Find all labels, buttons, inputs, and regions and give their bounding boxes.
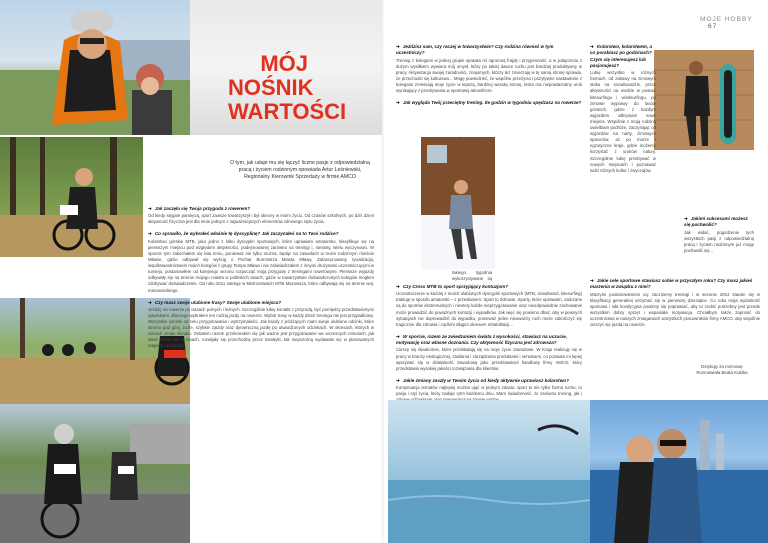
couple-harbour-illustration bbox=[590, 400, 768, 543]
arrow-right-icon: ➜ bbox=[396, 377, 400, 383]
question-8: ➜ Jakie zmiany zaszły w Twoim życiu od kiedy aktywnie uprawiasz kolarstwo? bbox=[396, 377, 569, 383]
kite-water-illustration bbox=[388, 400, 590, 543]
forest-ride-photo bbox=[0, 137, 143, 257]
page-number: 67 bbox=[708, 23, 718, 30]
right-text-column-2-narrow bbox=[684, 210, 754, 254]
right-text-column-3 bbox=[590, 272, 760, 328]
answer-5: takiego tygodnia wykorzystywane są bbox=[452, 270, 492, 281]
arrow-right-icon: ➜ bbox=[396, 333, 400, 339]
right-text-column-1-lower bbox=[396, 278, 582, 403]
arrow-right-icon: ➜ bbox=[590, 278, 594, 283]
arrow-right-icon: ➜ bbox=[148, 206, 152, 211]
race-start-photo bbox=[0, 404, 190, 543]
right-page bbox=[384, 0, 768, 543]
kitesurf-photo bbox=[654, 50, 754, 150]
running-head-section: MOJE HOBBY bbox=[700, 16, 753, 23]
article-title bbox=[228, 52, 378, 124]
answer-1: Od kiedy sięgam pamięcią, sport zawsze towarzyszył i był obecny w moim życiu. Od czasów szkolnych, po dziś dzień aktywność fizyczna jest dla mnie jednym z najważniejszych elementów zdrowego stylu życia. bbox=[148, 213, 374, 225]
answer-3: Jeżdżę na rowerze po trasach polnych i leśnych. Szczególnie lubię kontakt z przyrodą, być pomiędzy przedstawionymi zjawiskami, dlaczego wybrałem ten rodzaj jazdy na rowerze. Wybór trasy w każdy dzień treningu nie jest przypadkowy. Wszystkie odcinki od celu przygotowania i wytrzymałości. Jak każdy z jeżdżących mam swoje ulubione odcinki, które stromo pod góry, żużle, szybkie zjazdy oraz dynamiczną jazdę po utwardzonych odcinkach. W okresach, których w ramach zmian klimatu. Ostatnim razem przekonałem się jak ważne jest przygotowanie we wczesnych minutach, jak wiele zmian się w lasach, rozwijały się przechodzą przez kanałyki, tak niepozorną wydawało się w planowanych etapach przejazdu... bbox=[148, 306, 374, 349]
arrow-right-icon: ➜ bbox=[590, 44, 594, 49]
answer-11: Marzymi postanowieniem są: zaczniemy treningi i w sezonie 2014 staram się w klasyfikacji generalnej utrzymać się w pierwszej dziesiątce. Co roku moja wydolność sportowa i siła kondycyjna powinny się poprawiać, aby to zrobić potrzebny jest przede wszystkim dobry sprzęt i wspaniała motywacja. Chciałbym także zaprosić do uczestnictwa w naszych zmaganiach wszystkich pracowników firmy AMCO, aby wspólnie cieszyć się jazdą na rowerze. bbox=[590, 291, 760, 328]
title-line-1: MÓJ bbox=[260, 51, 308, 76]
arrow-right-icon: ➜ bbox=[396, 284, 400, 289]
question-6: ➜ Czy Cross MTB to sport sprzyjający kontuzjom? bbox=[396, 284, 509, 289]
arrow-right-icon: ➜ bbox=[148, 299, 152, 305]
kitesurfer-illustration bbox=[654, 50, 754, 150]
answer-9: Lubię wszystko w różnych formach, od zabawy na zimowym stoku na snowboardzie, przez aktywności na wodzie w postaci kitesurfingu i windsurfingu, po zimowe wyprawy do lasów górskich, gdzie z każdym wyjazdem odkrywam nowe miejsca. Wspólnie z moją rodziną uwielbiam podróże, zaczynając od wyjazdów na narty, zimowych spacerów, aż po morze i egzotyczne kraje, gdzie możemy korzystać z uroków natury. Szczególnie lubię przebywać w nowych miejscach i poznawać ludzi różnych kultur i zwyczajów. bbox=[590, 70, 656, 173]
cyclist-portrait-illustration bbox=[0, 0, 190, 135]
question-10: ➜ Jakimi sukcesami możesz się pochwalić? bbox=[684, 216, 748, 228]
snow-skier-illustration bbox=[421, 137, 495, 269]
interview-credit: Dziękuję za rozmowę Rozmawiała Beata Kubika bbox=[696, 364, 748, 375]
question-11: ➜ Jakie cele sportowe stawiasz sobie w przyszłym roku? Czy masz jakieś marzenia w związku z nimi? bbox=[590, 278, 753, 290]
question-3: ➜ Czy masz swoje ulubione trasy? Swoje ulubione miejsca? bbox=[148, 299, 282, 305]
right-text-column-1 bbox=[396, 38, 582, 107]
question-9: ➜ Kolarstwo, kolarstwem, a co porabiasz po godzinach? Czym się interesujesz lub pasjonujesz? bbox=[590, 44, 653, 68]
answer-10: Jak widać, pogodzenie tych wszystkich pasji z odpowiedzialną pracą i życiem rodzinnym już mogę pochwalić się... bbox=[684, 229, 754, 253]
question-1: ➜ Jak zaczęła się Twoja przygoda z rowerem? bbox=[148, 206, 251, 211]
arrow-right-icon: ➜ bbox=[684, 216, 688, 221]
answer-2: Kolarstwo górskie MTB, jako jedno z kilku dyscyplin sportowych, które uprawiam amatorsko, klasyfikuje się na pierwszym miejscu pod względem aktywności, podejmowanej zarówno na treningi i, niestety, wielu wyczynowo. W sporcie tym zakochałem się lata temu, ponieważ nie tylko można, będąc na zawodach w moim rodzinnym mieście Mławie, gdzie odbywał się wyścig o Puchar Burmistrza Miasta Mławy. Zafascynowany rywalizacją, współzawodnictwem moich kolegów z grupy Tempo Mława i nie zaświadczałem z innymi drużynami uczestniczącymi w turnieju, postanowiłem od kolejnego sezonu rozpocząć moją przygodę z treningami rowerowymi. Pierwsze wyjazdy odbywały się na terenie mojego miasta w pobliskich lasach, gdzie w towarzystwie doświadczonych kolegów mogłem zdobywać doświadczenie. Od roku 2011 startuję w Mistrzostwach MTB Mazowsza, które odbywają się na terenie woj. mazowieckiego. bbox=[148, 238, 374, 293]
answer-6: Uczestniczenie w każdej z moich ulubionych dyscyplin sportowych (MTB, snowboard, kitesurfing) traktuję w sposób amatorski – z przesłaniem: Sport to Zdrowie. Sporty, które uprawiam, zaliczane są do sportów ekstremalnych i niestety każde nieprzygotowanie oraz nieodpowiednie zachowanie może prowadzić do poważnych kontuzji i wypadków. Jak więc się powinno dbać, aby w pewnych sytuacjach nie doprowadzić do wypadku, ponieważ jeden nieuważny ruch może zakończyć się tragicznie dla zdrowia i ciężkim długim okresem rehabilitacji... bbox=[396, 291, 582, 327]
question-2: ➜ Co sprawiło, że wybrałeś właśnie tę dyscyplinę? Jak zaczynałeś na to Twoi rodzice? bbox=[148, 231, 339, 237]
arrow-right-icon: ➜ bbox=[148, 231, 152, 237]
answer-8: Kontynuacja tematów najlepiej można ująć w jednym zdaniu: sport to nie tylko forma ruchu, to pasja i styl życia, który nadaje rytm każdemu dniu. Mam świadomość, że zarówno trening, jak i bbox=[396, 385, 582, 397]
race-start-illustration bbox=[0, 404, 190, 543]
snow-lodge-photo bbox=[421, 137, 495, 269]
answer-4: Trening z kolegami w jednej grupie sprawia mi ogromną frajdę i przyjemność, a w połączeniu z dużym wysiłkiem wywiera mój umysł, który po takiej dawce ruchu jest bardziej produktywny w pracy. Aktywizacja swojej zaradności, znajomych, którzy też zmierzają w tę samą stronę sprawia, że przechodzi się kulturowo... Mogę powiedzieć, że wspólne przeżycia i pozytywne nastawienie z kolegami zmieniają moje życie w lepszą, bardziej wesołą stronę, która ma niepowtarzalny urok wynikający z przebywania w sportowej atmosferze. bbox=[396, 57, 582, 94]
title-line-2: NOŚNIK bbox=[228, 75, 314, 100]
left-text-column bbox=[148, 200, 374, 350]
question-5: ➜ Jak wygląda Twój przeciętny trening. Ile godzin w tygodniu spędzasz na rowerze? bbox=[396, 100, 582, 106]
hero-photo-cyclist bbox=[0, 0, 190, 135]
question-4: ➜ Jeździsz sam, czy raczej w towarzystwie? Czy rodzina również w tym uczestniczy? bbox=[396, 44, 554, 56]
arrow-right-icon: ➜ bbox=[396, 44, 400, 49]
title-line-3: WARTOŚCI bbox=[228, 99, 347, 124]
kitesurf-water-photo bbox=[388, 400, 590, 543]
question-7: ➜ W sporcie, razem ze zwiedzaniem świata z wysokości, stawiasz na uczucie, motywację oraz własne doznania. Czy aktywność fizyczna jest zdrowsza? bbox=[396, 333, 568, 346]
article-intro: O tym, jak udaje mu się łączyć liczne pasje z odpowiedzialną pracą i życiem rodzinnym opowiada Artur Leśniewski, Regionalny Kierownik Sprzedaży w firmie AMCO bbox=[230, 160, 370, 180]
right-text-column-2 bbox=[590, 38, 656, 174]
couple-photo bbox=[590, 400, 768, 543]
forest-cyclist-illustration bbox=[0, 137, 143, 257]
arrow-right-icon: ➜ bbox=[396, 100, 400, 106]
running-head-right bbox=[700, 16, 768, 30]
answer-7: Cieszę się dwukrotnie, które przekładają się na moje życie zawodowe. W Kraju realizuję się w pracy w branży ekologicznej, zasilania i zarządzania produktami i serwisami, co pozwala mi lepiej wpisywać się w działalność zawodową jako przedstawiciel handlowy firmy AMCO, który przedstawia wysokiej jakości rozwiązania dla klientów. bbox=[396, 347, 582, 371]
